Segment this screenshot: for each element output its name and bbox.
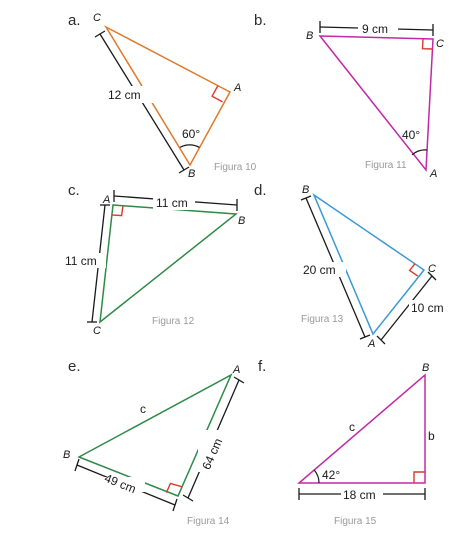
- panel-label-c: c.: [68, 182, 80, 199]
- figure-11: [254, 12, 444, 180]
- figure-caption: Figura 14: [187, 516, 230, 527]
- vertex-b: B: [238, 215, 246, 227]
- panel-label-a: a.: [68, 12, 81, 29]
- figure-caption: Figura 13: [301, 314, 344, 325]
- hypotenuse-label: c: [140, 402, 146, 416]
- side-label-right: 64 cm: [199, 436, 226, 472]
- leg-label: b: [428, 429, 435, 443]
- figure-15: [258, 358, 435, 527]
- vertex-c: C: [93, 12, 101, 24]
- side-label-left: 11 cm: [65, 254, 97, 268]
- figure-caption: Figura 10: [214, 162, 257, 173]
- angle-label: 40°: [402, 128, 421, 142]
- triangle-abc: [100, 205, 236, 322]
- vertex-a: A: [430, 168, 438, 180]
- vertex-b: B: [306, 30, 314, 42]
- figure-caption: Figura 15: [334, 516, 377, 527]
- hypotenuse-label: c: [349, 420, 355, 434]
- vertex-c: C: [428, 263, 436, 275]
- triangle-right: [299, 375, 425, 483]
- figure-caption: Figura 12: [152, 316, 195, 327]
- figure-13: [254, 182, 451, 350]
- panel-label-f: f.: [258, 358, 267, 375]
- triangle-bca: [320, 36, 433, 170]
- figure-14: [63, 358, 244, 527]
- side-label-right: 10 cm: [411, 301, 444, 315]
- angle-label: 60°: [182, 127, 201, 141]
- figure-10: [68, 12, 257, 180]
- vertex-a: A: [233, 364, 241, 376]
- angle-label: 42°: [322, 468, 341, 482]
- vertex-a: A: [103, 194, 111, 206]
- right-angle-marker: [423, 39, 433, 49]
- vertex-c: C: [93, 325, 101, 337]
- vertex-b: B: [422, 362, 430, 374]
- side-label: 18 cm: [343, 488, 376, 502]
- angle-arc: [180, 145, 200, 148]
- vertex-b: B: [188, 168, 196, 180]
- vertex-a: A: [234, 82, 242, 94]
- figure-12: [63, 182, 245, 337]
- vertex-c: C: [436, 38, 444, 50]
- panel-label-d: d.: [254, 182, 267, 199]
- vertex-b: B: [63, 449, 71, 461]
- panel-label-b: b.: [254, 12, 267, 29]
- vertex-a: A: [368, 338, 376, 350]
- vertex-b: B: [302, 184, 310, 196]
- figure-caption: Figura 11: [365, 160, 407, 171]
- right-angle-marker: [414, 472, 425, 483]
- side-label-bottom: 49 cm: [102, 470, 139, 497]
- panel-label-e: e.: [68, 358, 81, 375]
- side-label: 12 cm: [108, 88, 141, 102]
- angle-arc: [314, 470, 319, 483]
- side-label-left: 20 cm: [303, 263, 336, 277]
- side-label-top: 11 cm: [156, 196, 188, 210]
- side-label: 9 cm: [362, 22, 389, 36]
